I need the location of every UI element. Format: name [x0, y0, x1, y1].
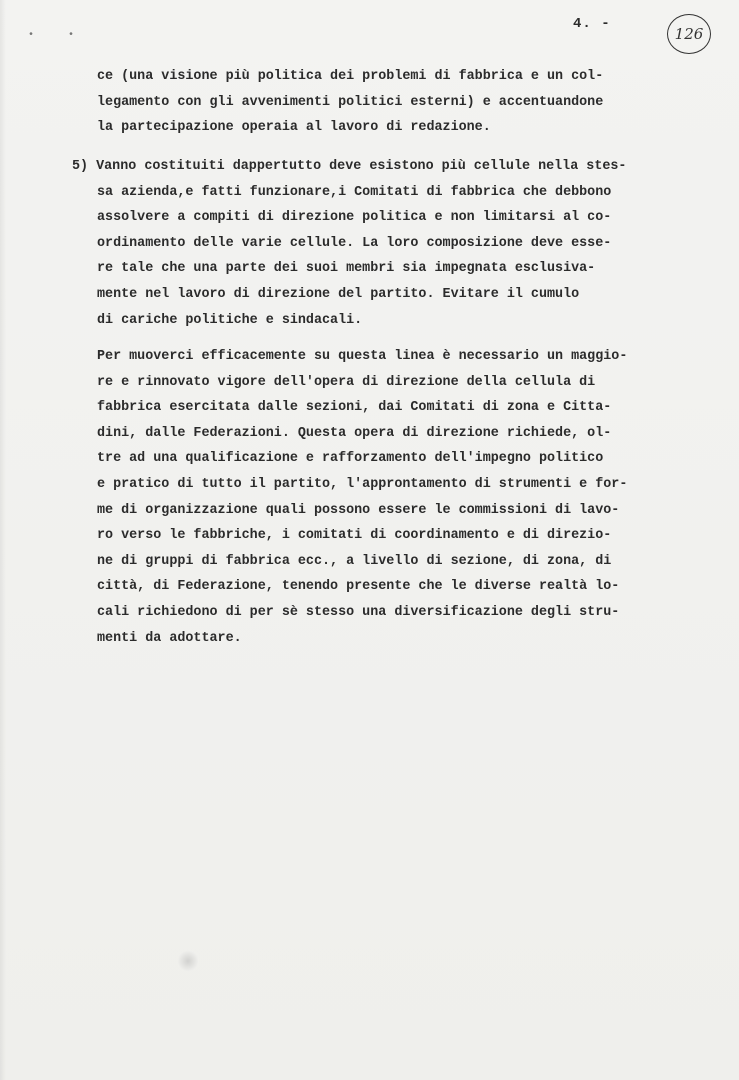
text-line: ro verso le fabbriche, i comitati di coordinamento e di direzio-	[97, 528, 612, 544]
text-line: ce (una visione più politica dei problemi di fabbrica e un col-	[97, 69, 604, 84]
text-line: menti da adottare.	[97, 630, 242, 646]
text-line: re e rinnovato vigore dell'opera di direzione della cellula di	[97, 374, 596, 390]
paragraph-continuation	[97, 64, 677, 141]
text-line: fabbrica esercitata dalle sezioni, dai Comitati di zona e Citta-	[97, 400, 612, 416]
text-line: sa azienda,e fatti funzionare,i Comitati di fabbrica che debbono	[97, 184, 612, 200]
text-line: re tale che una parte dei suoi membri sia impegnata esclusiva-	[97, 261, 596, 277]
page-edge-shadow	[0, 0, 6, 1080]
text-line: la partecipazione operaia al lavoro di redazione.	[97, 120, 491, 136]
margin-specks: • •	[28, 30, 89, 41]
text-line: di cariche politiche e sindacali.	[97, 312, 363, 328]
paper-smudge	[178, 950, 198, 972]
text-line: ne di gruppi di fabbrica ecc., a livello di sezione, di zona, di	[97, 553, 612, 569]
folio-stamp-number: 126	[674, 25, 704, 43]
page-number: 4. -	[573, 16, 611, 32]
paragraph-point-5	[72, 154, 652, 333]
text-line: cali richiedono di per sè stesso una diversificazione degli stru-	[97, 604, 620, 620]
text-line: dini, dalle Federazioni. Questa opera di direzione richiede, ol-	[97, 425, 612, 441]
paragraph-direction	[97, 344, 677, 651]
text-line: e pratico di tutto il partito, l'approntamento di strumenti e for-	[97, 476, 628, 492]
text-line: Per muoverci efficacemente su questa linea è necessario un maggio-	[97, 349, 628, 364]
text-line: mente nel lavoro di direzione del partito. Evitare il cumulo	[97, 286, 580, 302]
text-line: ordinamento delle varie cellule. La loro composizione deve esse-	[97, 235, 612, 251]
text-line: città, di Federazione, tenendo presente che le diverse realtà lo-	[97, 579, 620, 595]
text-line: 5) Vanno costituiti dappertutto deve esistono più cellule nella stes-	[72, 159, 627, 174]
text-line: assolvere a compiti di direzione politica e non limitarsi al co-	[97, 210, 612, 226]
text-line: me di organizzazione quali possono essere le commissioni di lavo-	[97, 502, 620, 518]
text-line: tre ad una qualificazione e rafforzamento dell'impegno politico	[97, 451, 604, 467]
text-line: legamento con gli avvenimenti politici esterni) e accentuandone	[97, 94, 604, 110]
folio-stamp	[667, 14, 711, 54]
